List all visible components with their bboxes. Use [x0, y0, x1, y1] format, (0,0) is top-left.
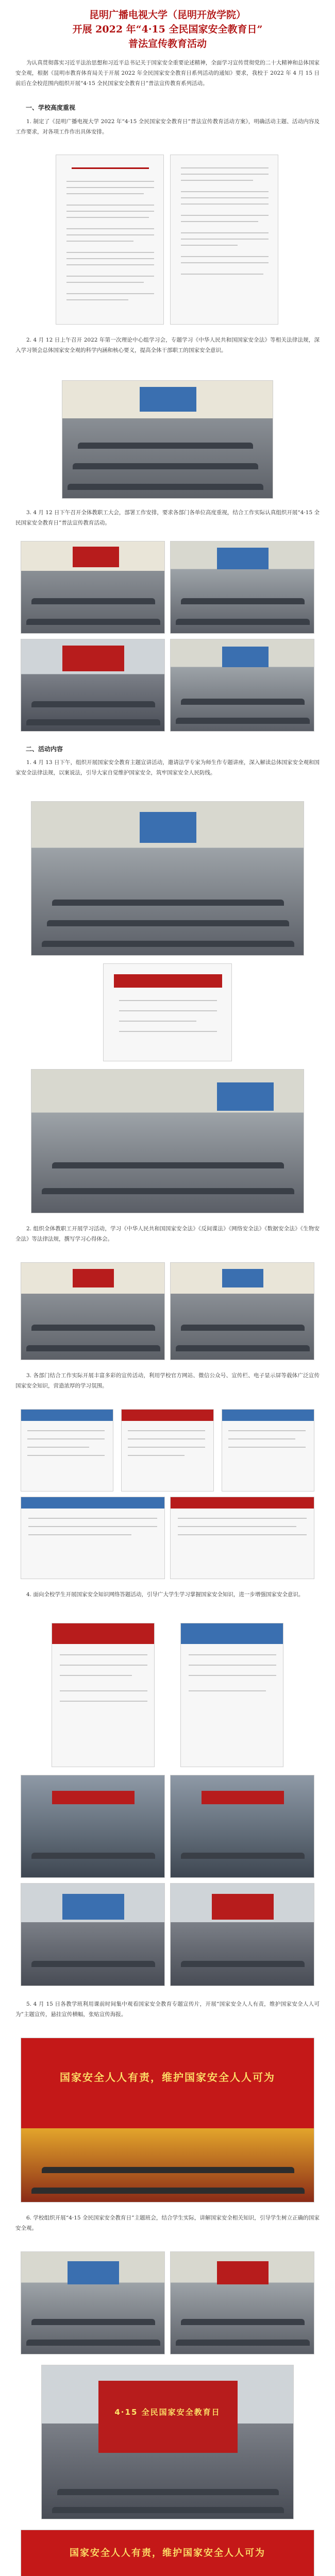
paragraph-2: 2. 4 月 12 日上午召开 2022 年第一次理论中心组学习会，专题学习《中华人民共和国国家安全法》等相关法律法规，深入学习领会总体国家安全观的科学内涵和核心要义，提高全体干部职工的国家安全意识。	[15, 337, 320, 353]
banner-text: 国家安全人人有责，维护国家安全人人可为	[70, 2548, 265, 2558]
lecture-photo	[31, 1069, 304, 1213]
study-photo	[170, 1262, 314, 1360]
paragraph-9: 6. 学校组织开展“4·15 全民国家安全教育日”主题班会，结合学生实际，讲解国家安全相关知识，引导学生树立正确的国家安全观。	[15, 2215, 320, 2231]
paragraph-3: 3. 4 月 12 日下午召开全体教职工大会，部署工作安排，要求各部门各单位高度重视，结合工作实际认真组织开展“4·15 全民国家安全教育日”普法宣传教育活动。	[15, 510, 320, 526]
website-screenshot	[121, 1409, 214, 1492]
title-line-3: 普法宣传教育活动	[128, 38, 207, 49]
study-photo	[21, 1262, 165, 1360]
section-heading-1: 一、学校高度重视	[26, 104, 76, 111]
event-photo	[21, 1883, 165, 1986]
paragraph-5: 2. 组织全体教职工开展学习活动，学习《中华人民共和国国家安全法》《反间谍法》《网络安全法》《数据安全法》《生物安全法》等法律法规，撰写学习心得体会。	[15, 1226, 320, 1242]
paragraph-6: 3. 各部门结合工作实际开展丰富多彩的宣传活动，利用学校官方网站、微信公众号、宣传栏、电子显示屏等载体广泛宣传国家安全知识，营造浓厚的学习氛围。	[15, 1372, 320, 1389]
intro-paragraph: 为认真贯彻落实习近平法治思想和习近平总书记关于国家安全重要论述精神，全面学习宣传贯彻党的二十大精神和总体国家安全观，根据《昆明市教育体育局关于开展 2022 年全民国家安全教育日系列活动的通知》要求，我校于 2022 年 4 月 15 日前后在全校范围内组织开展“4·15 全民国家安全教育日”普法宣传教育系列活动。	[15, 60, 320, 87]
paragraph-8: 5. 4 月 15 日各教学班利用课前时间集中观看国家安全教育专题宣传片，开展“国家安全人人有责，维护国家安全人人可为”主题宣传，悬挂宣传横幅，张贴宣传海报。	[15, 2001, 320, 2018]
document-image	[56, 155, 164, 325]
title-line-2: 开展 2022 年“4·15 全民国家安全教育日”	[72, 24, 263, 35]
event-photo	[170, 1775, 314, 1878]
website-screenshot	[222, 1409, 314, 1492]
banner-text: 国家安全人人有责，维护国家安全人人可为	[60, 2071, 275, 2083]
title-line-1: 昆明广播电视大学（昆明开放学院）	[89, 9, 246, 21]
slide-text: 4·15 全民国家安全教育日	[114, 2408, 221, 2417]
meeting-photo	[21, 639, 165, 732]
slide-photo	[103, 963, 232, 1061]
section-heading-2: 二、活动内容	[26, 745, 63, 753]
meeting-photo	[62, 380, 273, 499]
class-meeting-photo	[21, 2251, 165, 2354]
banner-photo	[21, 2038, 314, 2202]
classroom-photo	[170, 541, 314, 634]
banner-photo	[21, 2530, 314, 2576]
phone-screenshot	[52, 1623, 155, 1767]
website-screenshot	[21, 1497, 165, 1579]
lecture-photo	[31, 801, 304, 956]
event-photo	[170, 1883, 314, 1986]
website-screenshot	[21, 1409, 113, 1492]
paragraph-1: 1. 制定了《昆明广播电视大学 2022 年“4·15 全民国家安全教育日”普法宣传教育活动方案》，明确活动主题、活动内容及工作要求，对各项工作作出具体安排。	[15, 118, 320, 135]
event-photo	[21, 1775, 165, 1878]
projection-photo	[41, 2365, 294, 2519]
website-screenshot	[170, 1497, 314, 1579]
classroom-photo	[170, 639, 314, 732]
phone-screenshot	[180, 1623, 283, 1767]
paragraph-7: 4. 面向全校学生开展国家安全知识网络答题活动，引导广大学生学习掌握国家安全知识，进一步增强国家安全意识。	[26, 1591, 304, 1598]
meeting-photo	[21, 541, 165, 634]
document-image	[170, 155, 278, 325]
class-meeting-photo	[170, 2251, 314, 2354]
paragraph-4: 1. 4 月 13 日下午，组织开展国家安全教育主题宣讲活动，邀请法学专家为师生作专题讲座，深入解读总体国家安全观和国家安全法律法规，以案说法，引导大家自觉维护国家安全，筑牢国家安全人民防线。	[15, 759, 320, 776]
